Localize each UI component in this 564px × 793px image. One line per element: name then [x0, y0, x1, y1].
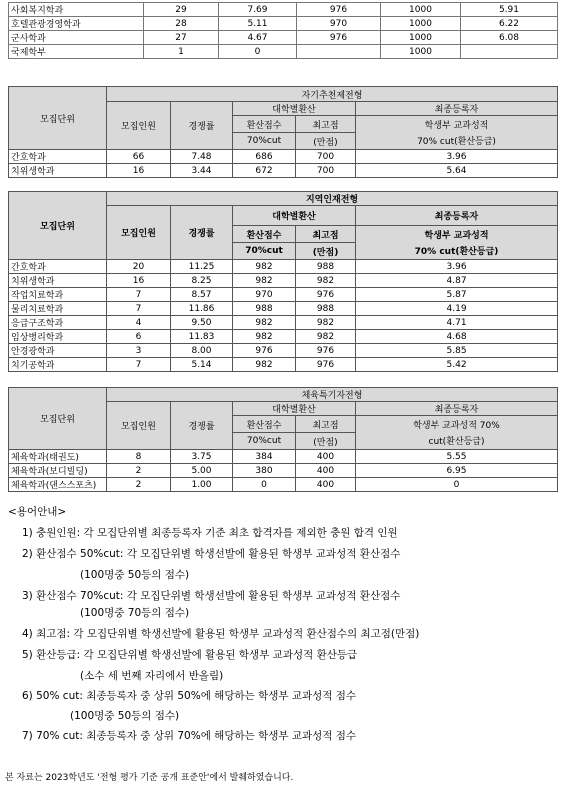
value-cell: 7.48: [171, 150, 233, 164]
value-cell: 8.57: [171, 288, 233, 302]
value-cell: 8.25: [171, 274, 233, 288]
value-cell: 2: [107, 464, 171, 478]
value-cell: 6.08: [461, 31, 558, 45]
guide-line: 5) 환산등급: 각 모집단위별 학생선발에 활용된 학생부 교과성적 환산등급: [22, 649, 358, 661]
value-cell: 7.69: [219, 3, 297, 17]
table-row: [9, 45, 558, 59]
unit-name-cell: 체육학과(태권도): [9, 450, 107, 464]
value-cell: 988: [296, 260, 356, 274]
value-cell: 976: [297, 3, 381, 17]
header-max-sub: (만점): [296, 243, 356, 260]
value-cell: 4.19: [356, 302, 558, 316]
unit-name-cell: 안경광학과: [9, 344, 107, 358]
header-rate: 경쟁률: [171, 402, 233, 450]
table-row: [9, 344, 558, 358]
value-cell: 3: [107, 344, 171, 358]
guide-line: 4) 최고점: 각 모집단위별 학생선발에 활용된 학생부 교과성적 환산점수의 최고점(만점): [22, 628, 420, 640]
header-final-sub2: cut(환산등급): [356, 433, 558, 450]
value-cell: 5.42: [356, 358, 558, 372]
value-cell: 11.83: [171, 330, 233, 344]
value-cell: 976: [233, 344, 296, 358]
unit-name-cell: 응급구조학과: [9, 316, 107, 330]
table-row: [9, 316, 558, 330]
value-cell: 4: [107, 316, 171, 330]
value-cell: 1000: [381, 3, 461, 17]
header-final: 최종등록자: [356, 102, 558, 116]
header-conv-cut: 70%cut: [233, 243, 296, 260]
value-cell: 4.87: [356, 274, 558, 288]
value-cell: 686: [233, 150, 296, 164]
value-cell: 982: [233, 260, 296, 274]
header-max: 최고점: [296, 116, 356, 133]
value-cell: 380: [233, 464, 296, 478]
unit-name-cell: 군사학과: [9, 31, 144, 45]
table-row: [9, 150, 558, 164]
header-max: 최고점: [296, 226, 356, 243]
header-final-sub1: 학생부 교과성적: [356, 116, 558, 133]
header-conv-cut: 70%cut: [233, 133, 296, 150]
value-cell: 5.14: [171, 358, 233, 372]
value-cell: 700: [296, 150, 356, 164]
guide-line: (소수 세 번째 자리에서 반올림): [80, 670, 224, 682]
value-cell: 988: [296, 302, 356, 316]
table-row: [9, 164, 558, 178]
value-cell: 976: [296, 288, 356, 302]
table-row: [9, 260, 558, 274]
value-cell: 20: [107, 260, 171, 274]
value-cell: 3.44: [171, 164, 233, 178]
value-cell: [297, 45, 381, 59]
header-unit: 모집단위: [9, 192, 107, 260]
value-cell: 976: [296, 344, 356, 358]
table-row: [9, 450, 558, 464]
value-cell: 982: [233, 316, 296, 330]
value-cell: 982: [296, 316, 356, 330]
value-cell: 6.22: [461, 17, 558, 31]
table-row: [9, 274, 558, 288]
table-row: [9, 358, 558, 372]
header-title: 체육특기자전형: [107, 388, 558, 402]
header-recruit: 모집인원: [107, 102, 171, 150]
value-cell: 5.64: [356, 164, 558, 178]
header-conv-score: 환산점수: [233, 226, 296, 243]
unit-name-cell: 호텔관광경영학과: [9, 17, 144, 31]
guide-line: 3) 환산점수 70%cut: 각 모집단위별 학생선발에 활용된 학생부 교과성적 환산점수: [22, 590, 401, 602]
value-cell: 9.50: [171, 316, 233, 330]
value-cell: 11.86: [171, 302, 233, 316]
header-conv-score: 환산점수: [233, 116, 296, 133]
value-cell: 1.00: [171, 478, 233, 492]
unit-name-cell: 국제학부: [9, 45, 144, 59]
guide-line: (100명중 50등의 점수): [70, 710, 180, 722]
value-cell: 982: [296, 274, 356, 288]
value-cell: 982: [233, 330, 296, 344]
value-cell: 982: [233, 274, 296, 288]
value-cell: 982: [296, 330, 356, 344]
table-row: [9, 464, 558, 478]
value-cell: 5.91: [461, 3, 558, 17]
value-cell: 1: [144, 45, 219, 59]
header-max-sub: (만점): [296, 133, 356, 150]
value-cell: 970: [297, 17, 381, 31]
value-cell: 27: [144, 31, 219, 45]
guide-line: 6) 50% cut: 최종등록자 중 상위 50%에 해당하는 학생부 교과성적 점수: [22, 690, 357, 702]
value-cell: 3.75: [171, 450, 233, 464]
value-cell: 4.68: [356, 330, 558, 344]
value-cell: 8: [107, 450, 171, 464]
unit-name-cell: 치위생학과: [9, 164, 107, 178]
value-cell: 0: [233, 478, 296, 492]
value-cell: 982: [233, 358, 296, 372]
unit-name-cell: 체육학과(보디빌딩): [9, 464, 107, 478]
table-row: [9, 330, 558, 344]
value-cell: 3.96: [356, 150, 558, 164]
value-cell: 6.95: [356, 464, 558, 478]
value-cell: 7: [107, 288, 171, 302]
guide-line: (100명중 50등의 점수): [80, 569, 190, 581]
table-row: [9, 31, 558, 45]
header-final-sub1: 학생부 교과성적: [356, 226, 558, 243]
value-cell: 976: [297, 31, 381, 45]
value-cell: 29: [144, 3, 219, 17]
unit-name-cell: 물리치료학과: [9, 302, 107, 316]
header-final-sub1: 학생부 교과성적 70%: [356, 416, 558, 433]
value-cell: [461, 45, 558, 59]
value-cell: 2: [107, 478, 171, 492]
value-cell: 1000: [381, 45, 461, 59]
header-recruit: 모집인원: [107, 206, 171, 260]
header-conversion: 대학별환산: [233, 206, 356, 226]
unit-name-cell: 체육학과(댄스스포츠): [9, 478, 107, 492]
admission-table-sports: [8, 387, 558, 492]
value-cell: 66: [107, 150, 171, 164]
unit-name-cell: 작업치료학과: [9, 288, 107, 302]
header-unit: 모집단위: [9, 87, 107, 150]
header-conv-cut: 70%cut: [233, 433, 296, 450]
header-final-sub2: 70% cut(환산등급): [356, 133, 558, 150]
value-cell: 11.25: [171, 260, 233, 274]
value-cell: 3.96: [356, 260, 558, 274]
value-cell: 400: [296, 478, 356, 492]
table-row: [9, 302, 558, 316]
value-cell: 5.11: [219, 17, 297, 31]
table-row: [9, 288, 558, 302]
source-footnote: 본 자료는 2023학년도 '전형 평가 기준 공개 표준안'에서 발췌하였습니다.: [5, 773, 294, 783]
header-title: 자기추천제전형: [107, 87, 558, 102]
value-cell: 4.67: [219, 31, 297, 45]
value-cell: 1000: [381, 17, 461, 31]
admission-table-regional: [8, 191, 558, 372]
value-cell: 400: [296, 464, 356, 478]
value-cell: 5.55: [356, 450, 558, 464]
unit-name-cell: 임상병리학과: [9, 330, 107, 344]
admission-table-top: [8, 2, 558, 59]
header-max: 최고점: [296, 416, 356, 433]
guide-title: <용어안내>: [8, 506, 67, 518]
value-cell: 1000: [381, 31, 461, 45]
value-cell: 5.85: [356, 344, 558, 358]
value-cell: 700: [296, 164, 356, 178]
value-cell: 988: [233, 302, 296, 316]
guide-line: 2) 환산점수 50%cut: 각 모집단위별 학생선발에 활용된 학생부 교과성적 환산점수: [22, 548, 401, 560]
header-rate: 경쟁률: [171, 102, 233, 150]
unit-name-cell: 치위생학과: [9, 274, 107, 288]
header-final: 최종등록자: [356, 206, 558, 226]
header-conversion: 대학별환산: [233, 102, 356, 116]
value-cell: 384: [233, 450, 296, 464]
value-cell: 976: [296, 358, 356, 372]
unit-name-cell: 사회복지학과: [9, 3, 144, 17]
header-title: 지역인재전형: [107, 192, 558, 206]
value-cell: 0: [356, 478, 558, 492]
value-cell: 7: [107, 302, 171, 316]
header-recruit: 모집인원: [107, 402, 171, 450]
value-cell: 4.71: [356, 316, 558, 330]
value-cell: 16: [107, 274, 171, 288]
value-cell: 8.00: [171, 344, 233, 358]
value-cell: 7: [107, 358, 171, 372]
value-cell: 672: [233, 164, 296, 178]
guide-line: 1) 충원인원: 각 모집단위별 최종등록자 기준 최초 합격자를 제외한 충원 합격 인원: [22, 527, 398, 539]
table-row: [9, 3, 558, 17]
value-cell: 5.00: [171, 464, 233, 478]
unit-name-cell: 간호학과: [9, 150, 107, 164]
header-final-sub2: 70% cut(환산등급): [356, 243, 558, 260]
header-conv-score: 환산점수: [233, 416, 296, 433]
unit-name-cell: 간호학과: [9, 260, 107, 274]
value-cell: 400: [296, 450, 356, 464]
guide-line: 7) 70% cut: 최종등록자 중 상위 70%에 해당하는 학생부 교과성적 점수: [22, 730, 357, 742]
header-final: 최종등록자: [356, 402, 558, 416]
unit-name-cell: 치기공학과: [9, 358, 107, 372]
value-cell: 16: [107, 164, 171, 178]
header-unit: 모집단위: [9, 388, 107, 450]
value-cell: 5.87: [356, 288, 558, 302]
header-max-sub: (만점): [296, 433, 356, 450]
value-cell: 28: [144, 17, 219, 31]
header-conversion: 대학별환산: [233, 402, 356, 416]
table-row: [9, 17, 558, 31]
guide-line: (100명중 70등의 점수): [80, 607, 190, 619]
header-rate: 경쟁률: [171, 206, 233, 260]
admission-table-self-recommendation: [8, 86, 558, 178]
table-row: [9, 478, 558, 492]
value-cell: 970: [233, 288, 296, 302]
value-cell: 6: [107, 330, 171, 344]
value-cell: 0: [219, 45, 297, 59]
